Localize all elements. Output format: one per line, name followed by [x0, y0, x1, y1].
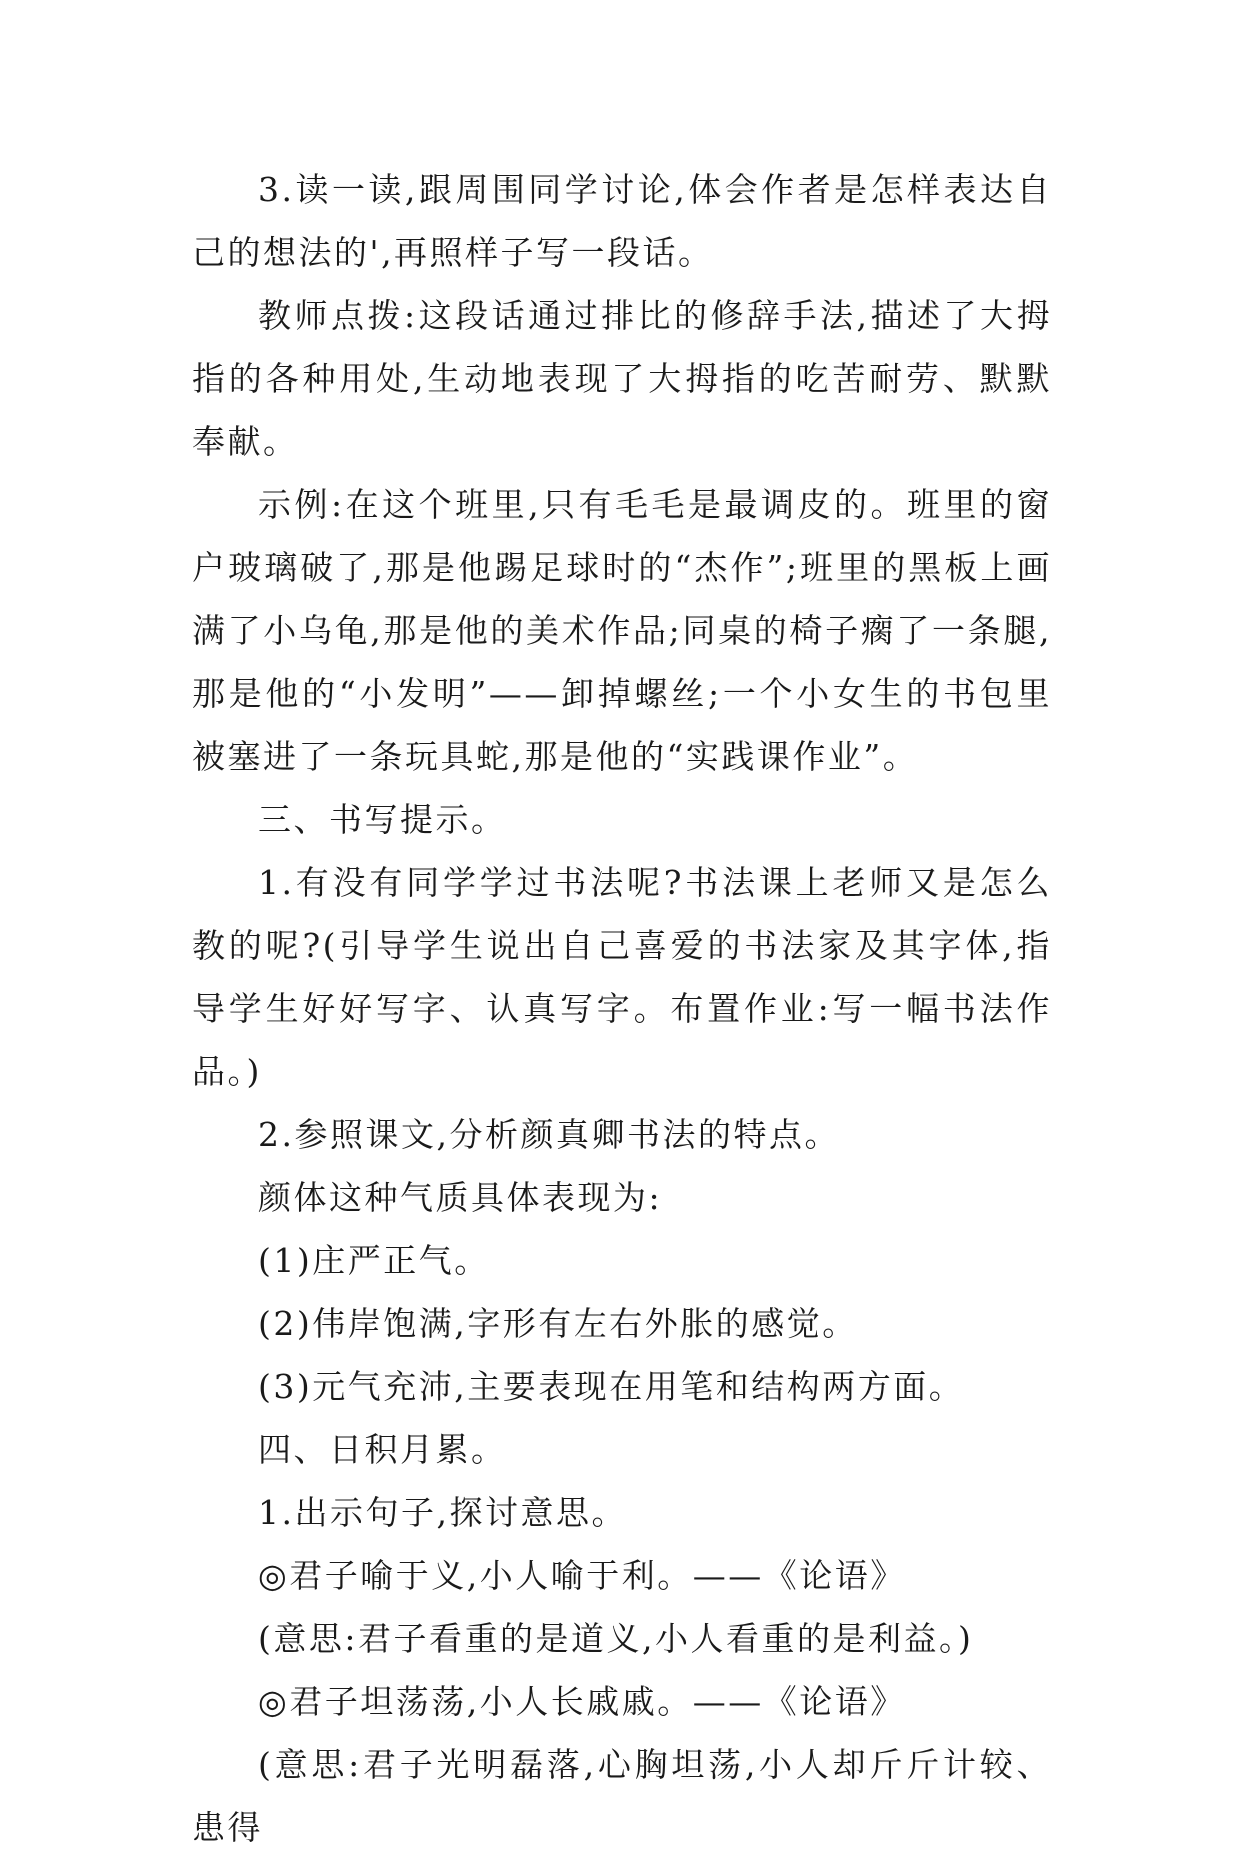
section-heading-accumulation: 四、日积月累。 — [258, 1430, 507, 1469]
list-item-1: (1)庄严正气。 — [258, 1241, 490, 1280]
paragraph-example: 示例:在这个班里,只有毛毛是最调皮的。班里的窗户玻璃破了,那是他踢足球时的“杰作”;班里的黑板上画满了小乌龟,那是他的美术作品;同桌的椅子瘸了一条腿,那是他的“小发明”——卸掉螺丝;一个小女生的书包里被塞进了一条玩具蛇,那是他的“实践课作业”。 — [192, 485, 1052, 776]
document-page — [192, 158, 1052, 1859]
paragraph-show-sentences: 1.出示句子,探讨意思。 — [258, 1493, 627, 1532]
paragraph-teacher-guidance: 教师点拨:这段话通过排比的修辞手法,描述了大拇指的各种用处,生动地表现了大拇指的吃苦耐劳、默默奉献。 — [192, 296, 1052, 461]
paragraph-exercise-3: 3.读一读,跟周围同学讨论,体会作者是怎样表达自己的想法的',再照样子写一段话。 — [192, 170, 1052, 272]
paragraph-calligraphy-question: 1.有没有同学学过书法呢?书法课上老师又是怎么教的呢?(引导学生说出自己喜爱的书法家及其字体,指导学生好好写字、认真写字。布置作业:写一幅书法作品。) — [192, 863, 1052, 1091]
quote-2-meaning: (意思:君子光明磊落,心胸坦荡,小人却斤斤计较、患得 — [192, 1745, 1052, 1847]
section-heading-writing-tips: 三、书写提示。 — [258, 800, 507, 839]
list-item-2: (2)伟岸饱满,字形有左右外胀的感觉。 — [258, 1304, 858, 1343]
quote-1: ◎君子喻于义,小人喻于利。——《论语》 — [258, 1556, 906, 1595]
paragraph-analyze-yan: 2.参照课文,分析颜真卿书法的特点。 — [258, 1115, 840, 1154]
quote-2: ◎君子坦荡荡,小人长戚戚。——《论语》 — [258, 1682, 906, 1721]
list-item-3: (3)元气充沛,主要表现在用笔和结构两方面。 — [258, 1367, 965, 1406]
paragraph-yan-style-intro: 颜体这种气质具体表现为: — [258, 1178, 663, 1217]
quote-1-meaning: (意思:君子看重的是道义,小人看重的是利益。) — [258, 1619, 974, 1658]
